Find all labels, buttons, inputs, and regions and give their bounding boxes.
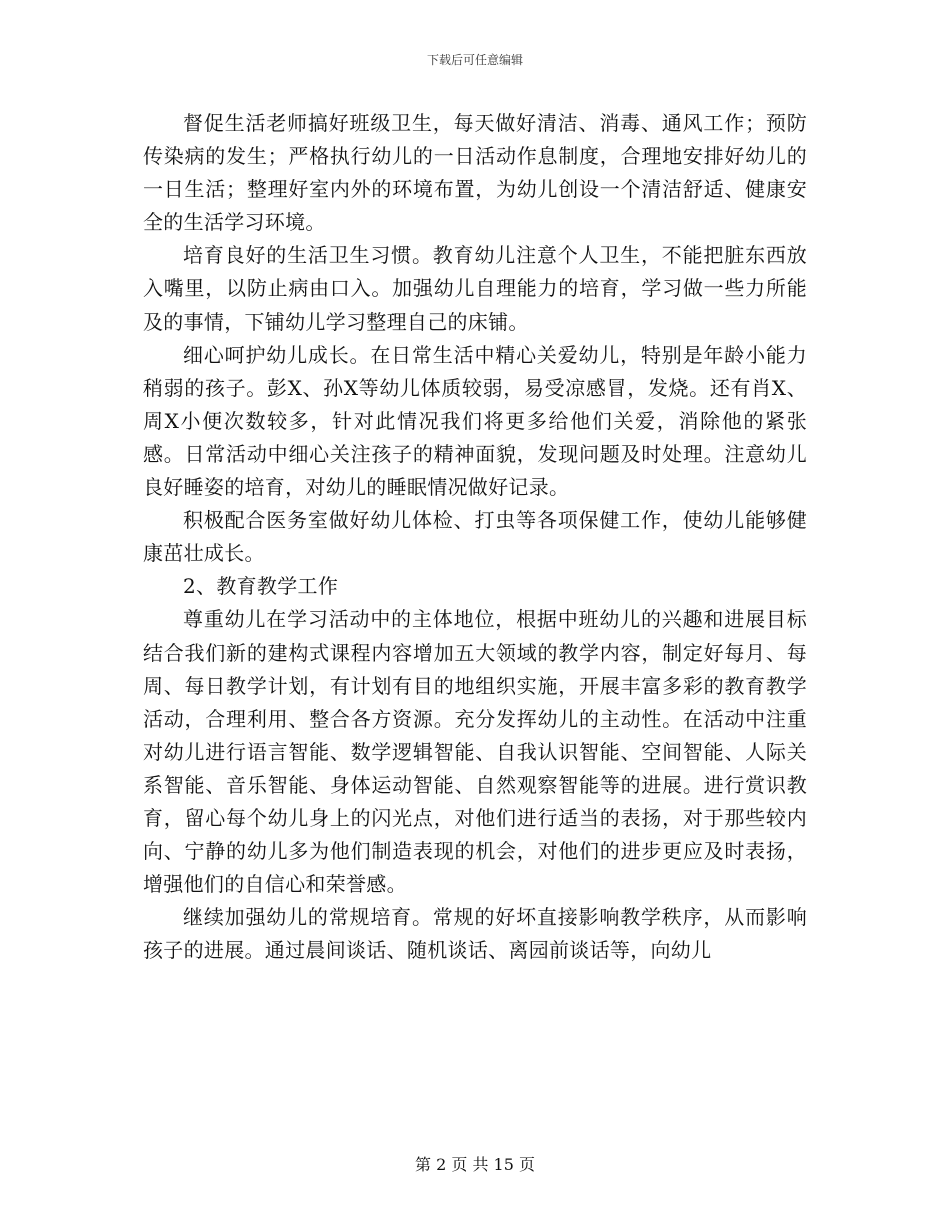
paragraph-health: 积极配合医务室做好幼儿体检、打虫等各项保健工作，使幼儿能够健康茁壮成长。 [143, 508, 807, 566]
paragraph-teaching: 尊重幼儿在学习活动中的主体地位，根据中班幼儿的兴趣和进展目标结合我们新的建构式课程内容增加五大领域的教学内容，制定好每月、每周、每日教学计划，有计划有目的地组织实施，开展丰富多彩的教育教学活动，合理利用、整合各方资源。充分发挥幼儿的主动性。在活动中注重对幼儿进行语言智能、数学逻辑智能、自我认识智能、空间智能、人际关系智能、音乐智能、身体运动智能、自然观察智能等的进展。进行赏识教育，留心每个幼儿身上的闪光点，对他们进行适当的表扬，对于那些较内向、宁静的幼儿多为他们制造表现的机会，对他们的进步更应及时表扬，增强他们的自信心和荣誉感。 [143, 607, 807, 897]
document-body [143, 107, 807, 967]
paragraph-routine: 继续加强幼儿的常规培育。常规的好坏直接影响教学秩序，从而影响孩子的进展。通过晨间谈话、随机谈话、离园前谈话等，向幼儿 [143, 905, 807, 963]
paragraph-hygiene: 督促生活老师搞好班级卫生，每天做好清洁、消毒、通风工作；预防传染病的发生；严格执行幼儿的一日活动作息制度，合理地安排好幼儿的一日生活；整理好室内外的环境布置，为幼儿创设一个清洁舒适、健康安全的生活学习环境。 [143, 111, 807, 235]
page-header: 下载后可任意编辑 [426, 53, 523, 67]
paragraph-care: 细心呵护幼儿成长。在日常生活中精心关爱幼儿，特别是年龄小能力稍弱的孩子。彭X、孙X等幼儿体质较弱，易受凉感冒，发烧。还有肖X、周X小便次数较多，针对此情况我们将更多给他们关爱，消除他的紧张感。日常活动中细心关注孩子的精神面貌，发现问题及时处理。注意幼儿良好睡姿的培育，对幼儿的睡眠情况做好记录。 [143, 342, 807, 500]
paragraph-habits: 培育良好的生活卫生习惯。教育幼儿注意个人卫生，不能把脏东西放入嘴里，以防止病由口入。加强幼儿自理能力的培育，学习做一些力所能及的事情，下铺幼儿学习整理自己的床铺。 [143, 243, 807, 334]
page-footer: 第 2 页 共 15 页 [415, 1155, 535, 1174]
section-heading-teaching: 2、教育教学工作 [183, 574, 339, 599]
